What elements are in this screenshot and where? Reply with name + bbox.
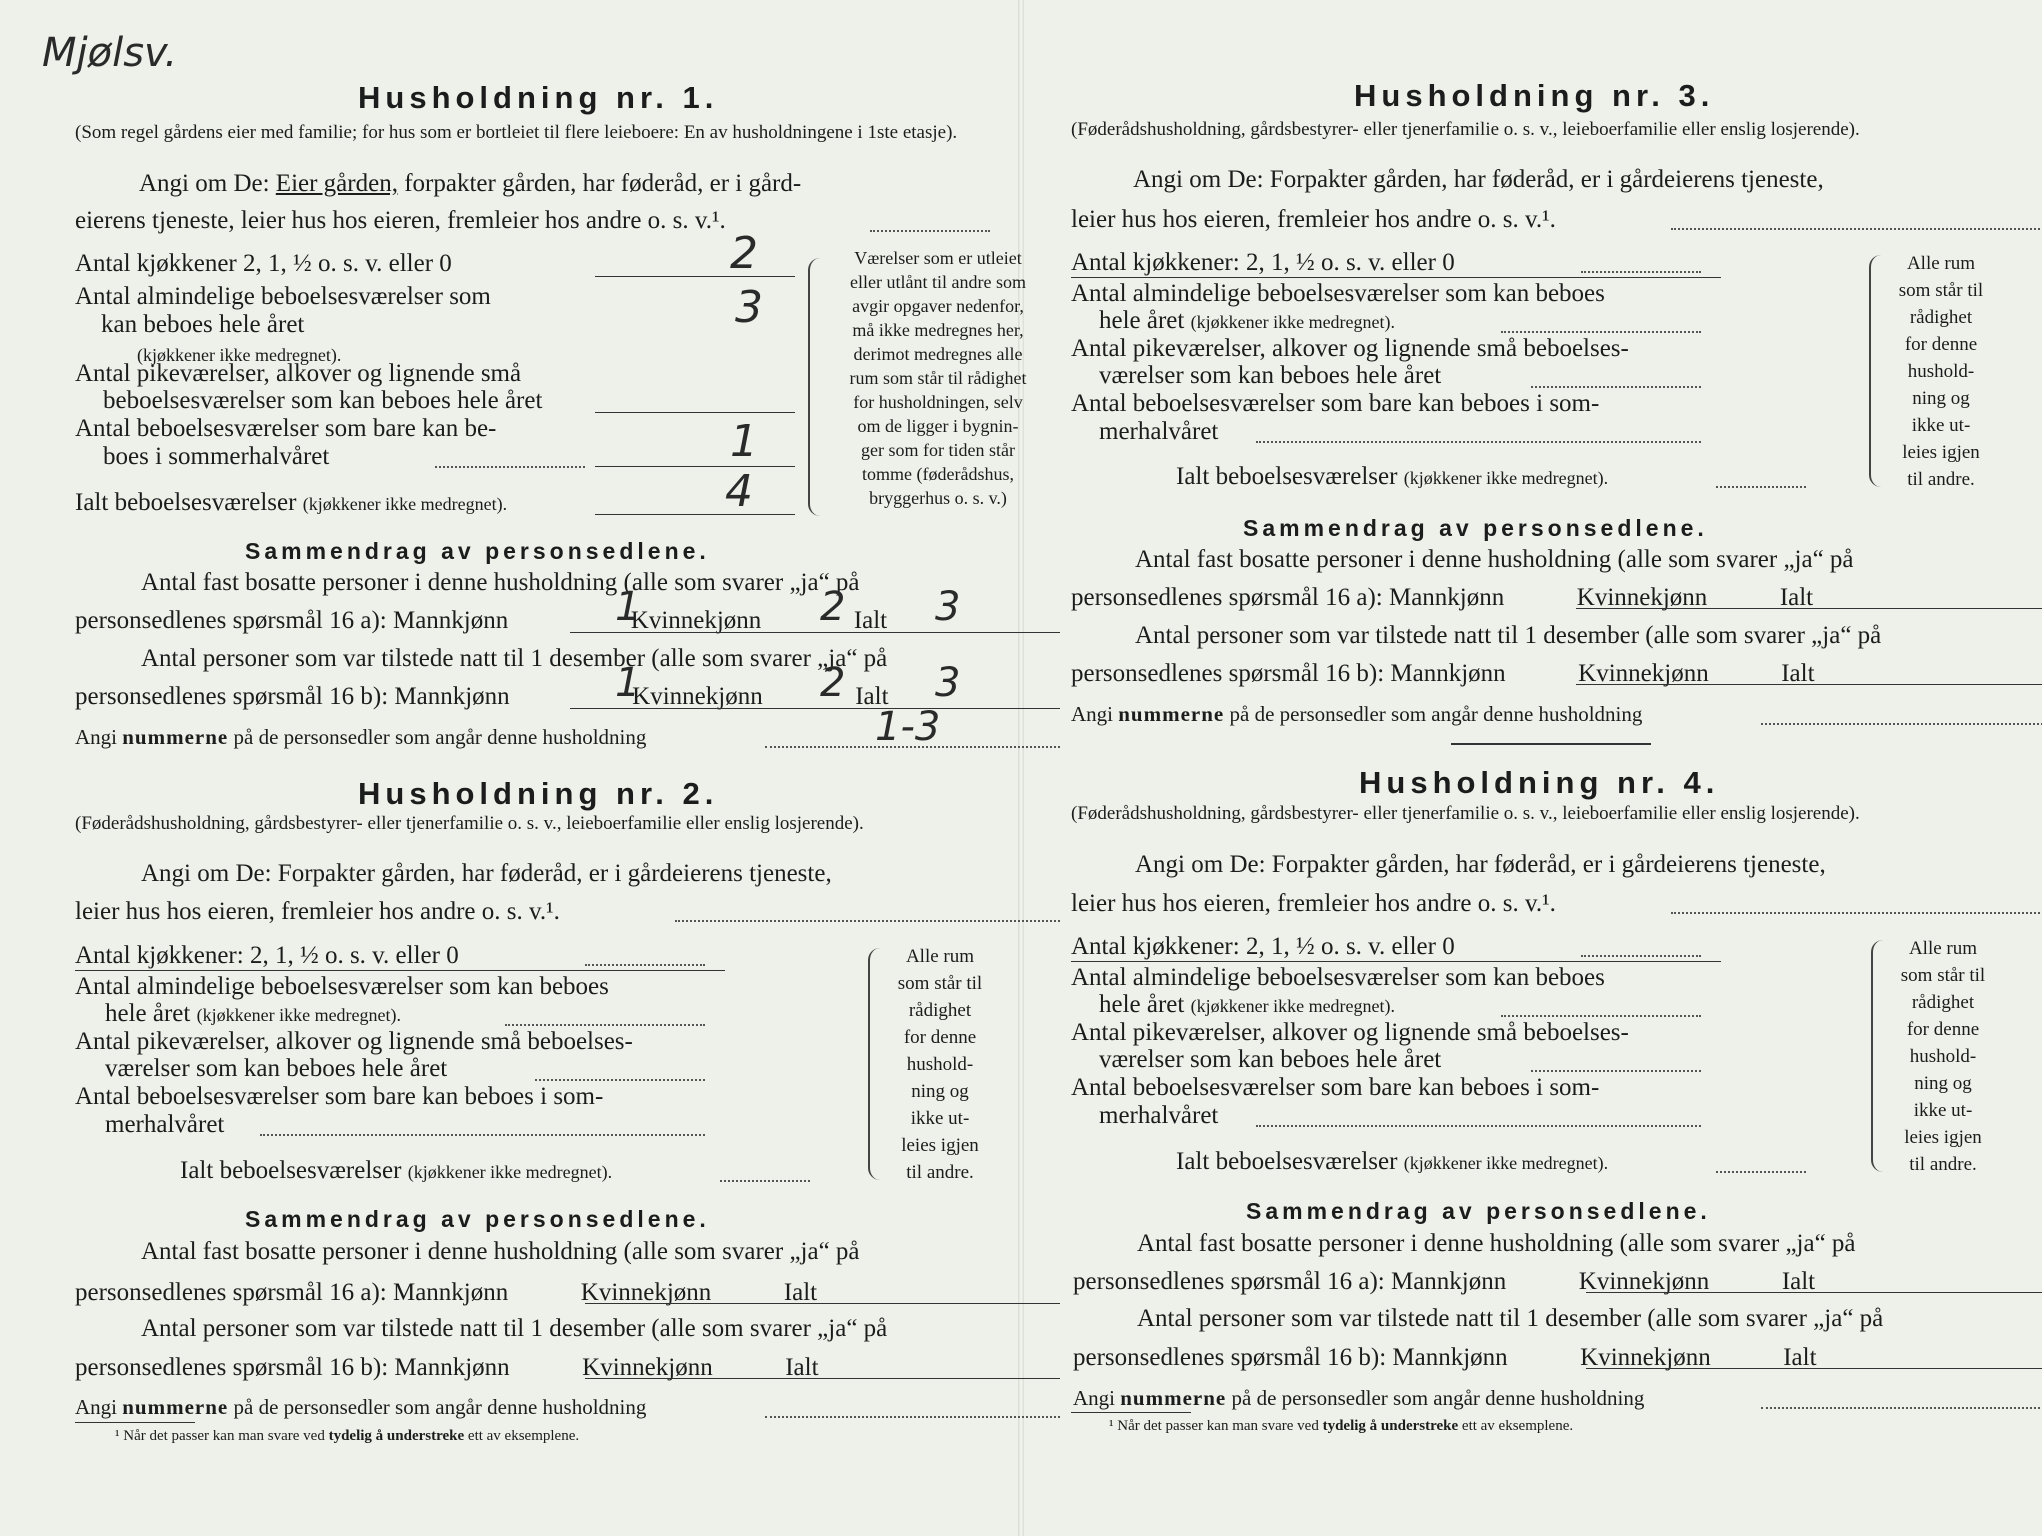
row-summer-label-b: boes i sommerhalvåret (103, 443, 330, 470)
summary-1-title: Sammendrag av personsedlene. (245, 538, 710, 564)
summary-4-line4-rule (1586, 1368, 2042, 1369)
summary-3-line4: personsedlenes spørsmål 16 b): Mannkjønn Kvinnekjønn Ialt (1071, 660, 1815, 687)
household-1-title: Husholdning nr. 1. (358, 80, 719, 115)
summary-3-line2: personsedlenes spørsmål 16 a): Mannkjønn Kvinnekjønn Ialt (1071, 584, 1814, 611)
h3-row-kitchens-line (1071, 277, 1721, 278)
summary-4-line3: Antal personer som var tilstede natt til 1 desember (alle som svarer „ja“ på (1137, 1305, 1884, 1332)
h4-row-summer-b: merhalvåret (1099, 1102, 1219, 1129)
h2-row-total-dots (720, 1180, 810, 1182)
household-3-angi-line1: Angi om De: Forpakter gården, har føderåd, er i gårdeierens tjeneste, (1133, 166, 1824, 193)
summary-1-angi-numbers: Angi nummerne på de personsedler som angår denne husholdning (75, 725, 647, 749)
h4-side-brace (1871, 940, 1883, 1172)
household-1-angi-line1: Angi om De: Eier gården, forpakter gården, har føderåd, er i gård- (139, 170, 802, 197)
side-note-h1: Værelser som er utleiet eller utlånt til andre som avgir opgaver nedenfor, må ikke medregnes her, derimot medregnes alle rum som står til rådighet for husholdningen, selv om de ligger i bygnin- ger som for tiden står tomme (føderådshus, bryggerhus o. s. v.) (849, 248, 1027, 508)
h3-row-ordinary-dots (1501, 331, 1701, 333)
h2-row-summer-a: Antal beboelsesværelser som bare kan beboes i som- (75, 1083, 604, 1110)
h4-row-total: Ialt beboelsesværelser (kjøkkener ikke medregnet). (1176, 1148, 1609, 1175)
h2-row-total: Ialt beboelsesværelser (kjøkkener ikke medregnet). (180, 1157, 613, 1184)
footnote-right: ¹ Når det passer kan man svare ved tydelig å understreke ett av eksemplene. (1109, 1418, 1574, 1434)
h3-row-ordinary-a: Antal almindelige beboelsesværelser som kan beboes (1071, 280, 1605, 307)
answer-16a-male: 1 (615, 584, 641, 630)
summary-1-line2: personsedlenes spørsmål 16 a): Mannkjønn Kvinnekjønn Ialt (75, 607, 888, 634)
summary-4-line1: Antal fast bosatte personer i denne husholdning (alle som svarer „ja“ på (1137, 1230, 1856, 1257)
h2-row-small-a: Antal pikeværelser, alkover og lignende små beboelses- (75, 1028, 633, 1055)
summary-2-line4-rule (585, 1378, 1060, 1379)
summary-4-numbers-line (1761, 1407, 2042, 1409)
summary-4-line2: personsedlenes spørsmål 16 a): Mannkjønn Kvinnekjønn Ialt (1073, 1268, 1816, 1295)
summary-2-numbers-line (765, 1416, 1060, 1418)
summary-2-angi-numbers: Angi nummerne på de personsedler som angår denne husholdning (75, 1395, 647, 1419)
household-4-title: Husholdning nr. 4. (1359, 765, 1720, 800)
household-2-angi-fill (675, 920, 1060, 922)
h4-row-small-a: Antal pikeværelser, alkover og lignende små beboelses- (1071, 1019, 1629, 1046)
underlined-choice-eier: Eier gården, (275, 170, 398, 197)
summary-1-line1: Antal fast bosatte personer i denne husholdning (alle som svarer „ja“ på (141, 569, 860, 596)
answer-16a-female: 2 (820, 584, 846, 630)
h4-row-ordinary-dots (1501, 1015, 1701, 1017)
row-ordinary-label-b: kan beboes hele året (101, 311, 305, 338)
side-note-h4: Alle rum som står til rådighet for denne hushold- ning og ikke ut- leies igjen til andre. (1900, 938, 1986, 1175)
household-3-angi-line2: leier hus hos eieren, fremleier hos andre o. s. v.¹. (1071, 206, 1556, 233)
summary-2-line4: personsedlenes spørsmål 16 b): Mannkjønn Kvinnekjønn Ialt (75, 1354, 819, 1381)
row-summer-dots (435, 466, 585, 468)
h4-row-ordinary-a: Antal almindelige beboelsesværelser som kan beboes (1071, 964, 1605, 991)
household-4-angi-line1: Angi om De: Forpakter gården, har føderåd, er i gårdeierens tjeneste, (1135, 851, 1826, 878)
h4-row-total-dots (1716, 1171, 1806, 1173)
row-kitchens-label: Antal kjøkkener 2, 1, ½ o. s. v. eller 0 (75, 250, 452, 277)
summary-3-line4-rule (1576, 684, 2042, 685)
household-2-title: Husholdning nr. 2. (358, 776, 719, 811)
h2-row-kitchens-dots (585, 964, 705, 966)
footnote-rule (75, 1422, 195, 1423)
h3-row-ordinary-b: hele året (kjøkkener ikke medregnet). (1099, 307, 1396, 334)
top-left-signature: Mjølsv. (42, 30, 178, 76)
h3-row-small-dots (1531, 386, 1701, 388)
h3-row-summer-dots (1256, 441, 1701, 443)
h2-row-kitchens: Antal kjøkkener: 2, 1, ½ o. s. v. eller 0 (75, 942, 459, 969)
row-total-label: Ialt beboelsesværelser (kjøkkener ikke medregnet). (75, 489, 508, 516)
h3-row-summer-b: merhalvåret (1099, 418, 1219, 445)
answer-summer: 1 (730, 416, 758, 467)
answer-ordinary: 3 (735, 282, 763, 333)
summary-3-line1: Antal fast bosatte personer i denne husholdning (alle som svarer „ja“ på (1135, 546, 1854, 573)
h4-row-ordinary-b: hele året (kjøkkener ikke medregnet). (1099, 991, 1396, 1018)
side-note-h3: Alle rum som står til rådighet for denne hushold- ning og ikke ut- leies igjen til andre. (1898, 253, 1984, 490)
right-page (1071, 0, 2011, 1536)
household-3-angi-fill (1671, 228, 2042, 230)
summary-4-line2-rule (1586, 1292, 2042, 1293)
summary-1-line2-rule (570, 632, 1060, 633)
summary-2-line1: Antal fast bosatte personer i denne husholdning (alle som svarer „ja“ på (141, 1238, 860, 1265)
left-page (75, 0, 1027, 1536)
answer-16b-male: 1 (615, 660, 641, 706)
h3-row-small-b: værelser som kan beboes hele året (1099, 362, 1442, 389)
household-4-note: (Føderådshusholdning, gårdsbestyrer- eller tjenerfamilie o. s. v., leieboerfamilie eller enslig losjerende). (1071, 803, 1860, 824)
summary-3-line2-rule (1576, 608, 2042, 609)
summary-2-line2-rule (585, 1303, 1060, 1304)
h2-row-small-b: værelser som kan beboes hele året (105, 1055, 448, 1082)
h2-row-summer-dots (260, 1134, 705, 1136)
summary-3-numbers-line (1761, 723, 2042, 725)
household-1-angi-line2: eierens tjeneste, leier hus hos eieren, fremleier hos andre o. s. v.¹. (75, 207, 726, 234)
h2-row-ordinary-b: hele året (kjøkkener ikke medregnet). (105, 1000, 402, 1027)
answer-16b-total: 3 (935, 660, 961, 706)
h3-row-kitchens: Antal kjøkkener: 2, 1, ½ o. s. v. eller 0 (1071, 249, 1455, 276)
h2-row-summer-b: merhalvåret (105, 1111, 225, 1138)
row-summer-line (595, 466, 795, 467)
h3-row-summer-a: Antal beboelsesværelser som bare kan beboes i som- (1071, 390, 1600, 417)
summary-2-line3: Antal personer som var tilstede natt til 1 desember (alle som svarer „ja“ på (141, 1315, 888, 1342)
answer-16a-total: 3 (935, 584, 961, 630)
row-ordinary-label-a: Antal almindelige beboelsesværelser som (75, 283, 491, 310)
row-small-label-b: beboelsesværelser som kan beboes hele året (103, 387, 543, 414)
row-summer-label-a: Antal beboelsesværelser som bare kan be- (75, 415, 497, 442)
angi-line-fill (870, 230, 990, 232)
h2-side-brace (868, 948, 880, 1180)
household-3-title: Husholdning nr. 3. (1354, 78, 1715, 113)
h3-row-small-a: Antal pikeværelser, alkover og lignende små beboelses- (1071, 335, 1629, 362)
h4-row-small-b: værelser som kan beboes hele året (1099, 1046, 1442, 1073)
household-4-angi-line2: leier hus hos eieren, fremleier hos andre o. s. v.¹. (1071, 890, 1556, 917)
h3-row-total-dots (1716, 486, 1806, 488)
h2-row-kitchens-line (75, 970, 725, 971)
summary-4-angi-numbers: Angi nummerne på de personsedler som angår denne husholdning (1073, 1386, 1645, 1410)
h4-row-kitchens-line (1071, 961, 1721, 962)
h4-row-summer-dots (1256, 1125, 1701, 1127)
row-small-label-a: Antal pikeværelser, alkover og lignende små (75, 360, 522, 387)
summary-2-line2: personsedlenes spørsmål 16 a): Mannkjønn Kvinnekjønn Ialt (75, 1279, 818, 1306)
household-2-angi-line1: Angi om De: Forpakter gården, har føderåd, er i gårdeierens tjeneste, (141, 860, 832, 887)
h3-row-total: Ialt beboelsesværelser (kjøkkener ikke medregnet). (1176, 463, 1609, 490)
answer-16b-female: 2 (820, 660, 846, 706)
h4-row-small-dots (1531, 1070, 1701, 1072)
h4-row-summer-a: Antal beboelsesværelser som bare kan beboes i som- (1071, 1074, 1600, 1101)
row-total-line (595, 514, 795, 515)
answer-person-numbers: 1-3 (875, 704, 941, 750)
summary-1-line4: personsedlenes spørsmål 16 b): Mannkjønn Kvinnekjønn Ialt (75, 683, 889, 710)
household-4-angi-fill (1671, 912, 2042, 914)
summary-1-line4-rule (570, 708, 1060, 709)
h3-row-kitchens-dots (1581, 271, 1701, 273)
summary-2-title: Sammendrag av personsedlene. (245, 1206, 710, 1232)
footnote: ¹ Når det passer kan man svare ved tydelig å understreke ett av eksemplene. (115, 1428, 580, 1444)
h3-h4-separator (1451, 743, 1651, 745)
side-note-h2: Alle rum som står til rådighet for denne hushold- ning og ikke ut- leies igjen til andre. (897, 946, 983, 1183)
h2-row-ordinary-dots (505, 1024, 705, 1026)
summary-4-line4: personsedlenes spørsmål 16 b): Mannkjønn Kvinnekjønn Ialt (1073, 1344, 1817, 1371)
summary-3-title: Sammendrag av personsedlene. (1243, 515, 1708, 541)
household-1-note: (Som regel gårdens eier med familie; for hus som er bortleiet til flere leieboere: En av husholdningene i 1ste etasje). (75, 122, 958, 143)
household-2-angi-line2: leier hus hos eieren, fremleier hos andre o. s. v.¹. (75, 898, 560, 925)
summary-4-title: Sammendrag av personsedlene. (1246, 1198, 1711, 1224)
answer-total: 4 (725, 466, 753, 517)
summary-3-angi-numbers: Angi nummerne på de personsedler som angår denne husholdning (1071, 702, 1643, 726)
h2-row-ordinary-a: Antal almindelige beboelsesværelser som kan beboes (75, 973, 609, 1000)
row-ordinary-label-c: (kjøkkener ikke medregnet). (137, 345, 342, 365)
household-2-note: (Føderådshusholdning, gårdsbestyrer- eller tjenerfamilie o. s. v., leieboerfamilie eller enslig losjerende). (75, 813, 864, 834)
page-fold (1018, 0, 1024, 1536)
h4-row-kitchens: Antal kjøkkener: 2, 1, ½ o. s. v. eller 0 (1071, 933, 1455, 960)
h2-row-small-dots (535, 1079, 705, 1081)
row-small-line (595, 412, 795, 413)
row-kitchens-line (595, 276, 795, 277)
summary-1-line3: Antal personer som var tilstede natt til 1 desember (alle som svarer „ja“ på (141, 645, 888, 672)
footnote-rule-right (1071, 1412, 1191, 1413)
answer-kitchens: 2 (730, 228, 758, 279)
h3-side-brace (1869, 255, 1881, 487)
h4-row-kitchens-dots (1581, 955, 1701, 957)
household-3-note: (Føderådshusholdning, gårdsbestyrer- eller tjenerfamilie o. s. v., leieboerfamilie eller enslig losjerende). (1071, 119, 1860, 140)
summary-3-line3: Antal personer som var tilstede natt til 1 desember (alle som svarer „ja“ på (1135, 622, 1882, 649)
